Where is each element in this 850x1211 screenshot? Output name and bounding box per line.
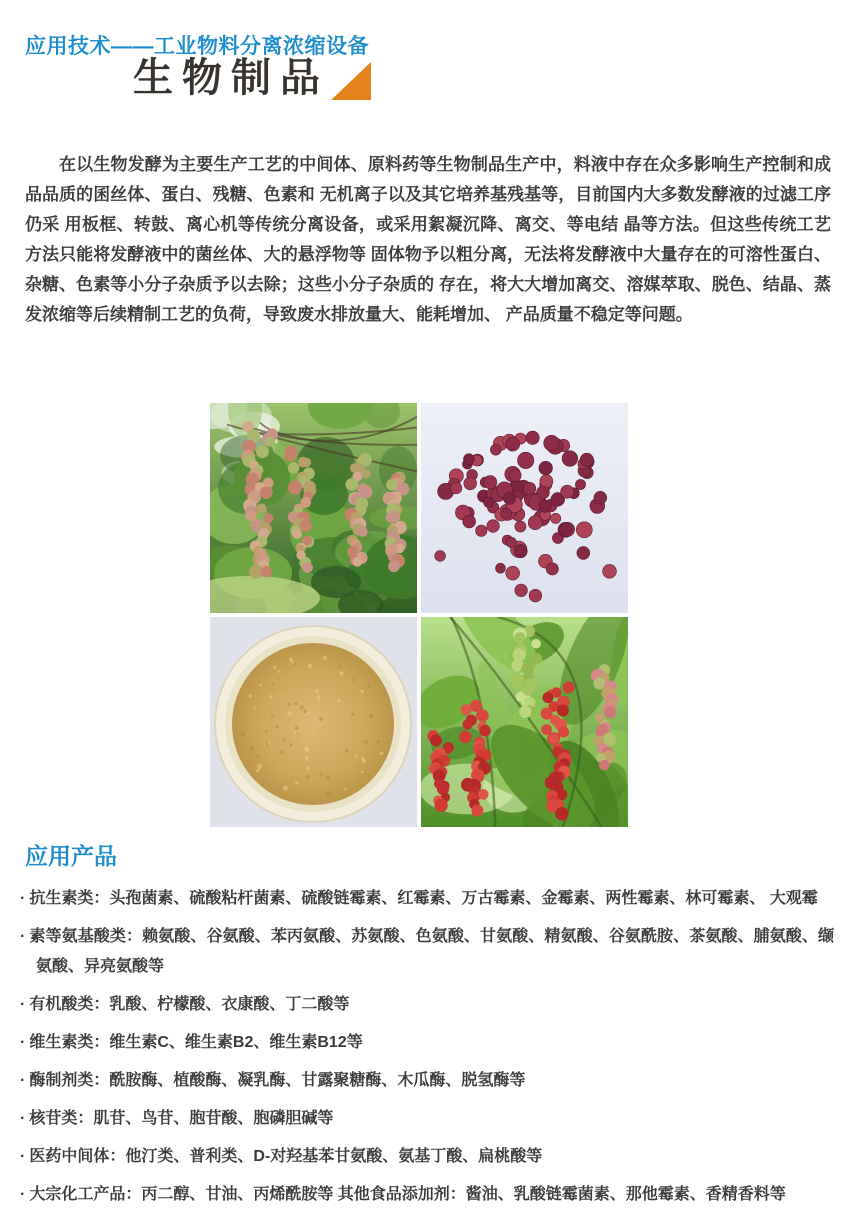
bullet-marker: · [20, 1148, 26, 1165]
product-item-text: 核苷类：肌苷、鸟苷、胞苷酸、胞磷胆碱等 [29, 1110, 334, 1127]
product-item-text: 大宗化工产品：丙二醇、甘油、丙烯酰胺等 其他食品添加剂：酱油、乳酸链霉菌素、那他霉素、香精香料等 [29, 1186, 786, 1203]
product-item-text: 素等氨基酸类：赖氨酸、谷氨酸、苯丙氨酸、苏氨酸、色氨酸、甘氨酸、精氨酸、谷氨酰胺、茶氨酸、脯氨酸、缬氨酸、异亮氨酸等 [29, 928, 834, 975]
product-list-item [20, 1180, 834, 1210]
bullet-marker: · [20, 928, 26, 945]
intro-paragraph: 在以生物发酵为主要生产工艺的中间体、原料药等生物制品生产中，料液中存在众多影响生产控制和成品品质的囷丝体、蛋白、残糖、色素和 无机离子以及其它培养基残基等，目前国内大多数发酵液的过滤工序仍采 用板框、转鼓、离心机等传统分离设备，或采用絮凝沉降、离交、等电结 晶等方法。但这些传统工艺方法只能将发酵液中的菌丝体、大的悬浮物等 固体物予以粗分离，无法将发酵液中大量存在的可溶性蛋白、杂糖、色素等小分子杂质予以去除；这些小分子杂质的 存在，将大大增加离交、溶媒萃取、脱色、结晶、蒸发浓缩等后续精制工艺的负荷，导致废水排放量大、能耗增加、 产品质量不稳定等问题。 [25, 155, 831, 324]
orange-triangle-icon [331, 62, 371, 100]
product-item-text: 医药中间体：他汀类、普利类、D-对羟基苯甘氨酸、氨基丁酸、扁桃酸等 [29, 1148, 543, 1165]
product-list-item [20, 990, 834, 1020]
product-list-item [20, 1066, 834, 1096]
bullet-marker: · [20, 890, 26, 907]
product-item-text: 有机酸类：乳酸、柠檬酸、衣康酸、丁二酸等 [29, 996, 350, 1013]
page-eyebrow: 应用技术——工业物料分离浓缩设备 [25, 35, 369, 58]
image-montage [210, 403, 628, 827]
bullet-marker: · [20, 996, 26, 1013]
product-item-text: 抗生素类：头孢菌素、硫酸粘杆菌素、硫酸链霉素、红霉素、万古霉素、金霉素、两性霉素、林可霉素、 大观霉 [29, 890, 818, 907]
image-extract-powder-bowl [210, 617, 417, 827]
bullet-marker: · [20, 1110, 26, 1127]
page-title-row [133, 52, 371, 104]
bullet-marker: · [20, 1186, 26, 1203]
bullet-marker: · [20, 1034, 26, 1051]
product-list-item [20, 884, 834, 914]
product-list-item [20, 1142, 834, 1172]
product-list-item [20, 1028, 834, 1058]
product-list [20, 884, 834, 1211]
product-list-item [20, 1104, 834, 1134]
product-item-text: 酶制剂类：酰胺酶、植酸酶、凝乳酶、甘露聚糖酶、木瓜酶、脱氢酶等 [29, 1072, 526, 1089]
product-list-item [20, 922, 834, 982]
product-item-text: 维生素类：维生素C、维生素B2、维生素B12等 [29, 1034, 363, 1051]
image-dried-schisandra-berries [421, 403, 628, 613]
image-red-schisandra-clusters [421, 617, 628, 827]
page-title: 生物制品 [133, 56, 329, 100]
image-schisandra-vine [210, 403, 417, 613]
bullet-marker: · [20, 1072, 26, 1089]
products-heading: 应用产品 [25, 843, 117, 869]
